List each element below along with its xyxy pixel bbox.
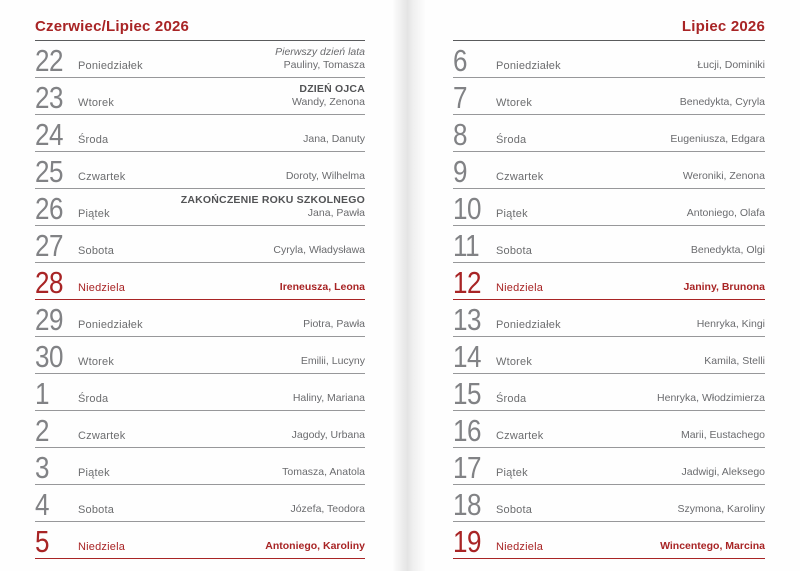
day-row	[453, 263, 765, 300]
day-annotations	[677, 503, 765, 516]
name-days: Weroniki, Zenona	[682, 170, 765, 182]
day-annotations	[682, 466, 765, 479]
name-days: Szymona, Karoliny	[677, 503, 765, 515]
day-number: 11	[453, 228, 480, 263]
weekday-label: Czwartek	[496, 430, 544, 442]
name-days: Józefa, Teodora	[290, 503, 365, 515]
day-annotations	[683, 170, 765, 183]
day-number: 9	[453, 154, 468, 189]
page-title-left: Czerwiec/Lipiec 2026	[35, 18, 190, 35]
day-row	[453, 189, 765, 226]
day-number: 30	[35, 339, 64, 374]
day-rows-left	[35, 41, 365, 559]
name-days: Benedykta, Olgi	[690, 244, 765, 256]
day-row	[35, 115, 365, 152]
day-annotations	[697, 59, 765, 72]
weekday-label: Wtorek	[496, 356, 533, 368]
day-number: 8	[453, 117, 468, 152]
weekday-label: Niedziela	[78, 541, 126, 553]
day-number: 27	[35, 228, 64, 263]
day-row	[35, 189, 365, 226]
day-annotations	[265, 540, 365, 553]
weekday-label: Wtorek	[496, 97, 533, 109]
holiday-label: DZIEŃ OJCA	[299, 83, 365, 95]
weekday-label: Niedziela	[496, 541, 544, 553]
day-annotations	[282, 466, 365, 479]
name-days: Henryka, Kingi	[696, 318, 765, 330]
weekday-label: Sobota	[78, 245, 115, 257]
day-row	[35, 78, 365, 115]
day-annotations	[273, 244, 365, 257]
day-row	[35, 337, 365, 374]
day-annotations	[704, 355, 765, 368]
weekday-label: Piątek	[496, 208, 528, 220]
spine-gutter-shadow	[392, 0, 426, 571]
day-number: 19	[453, 524, 482, 559]
day-number: 16	[453, 413, 482, 448]
name-days: Benedykta, Cyryla	[679, 96, 765, 108]
day-row	[453, 522, 765, 559]
day-row	[453, 300, 765, 337]
day-row	[453, 78, 765, 115]
weekday-label: Poniedziałek	[496, 60, 561, 72]
day-number: 1	[35, 376, 50, 411]
weekday-label: Sobota	[78, 504, 115, 516]
weekday-label: Czwartek	[78, 171, 126, 183]
day-row	[453, 374, 765, 411]
weekday-label: Niedziela	[496, 282, 544, 294]
day-row	[35, 152, 365, 189]
day-row	[35, 522, 365, 559]
weekday-label: Poniedziałek	[78, 60, 143, 72]
page-title-right: Lipiec 2026	[681, 18, 765, 35]
name-days: Haliny, Mariana	[292, 392, 365, 404]
name-days: Jagody, Urbana	[291, 429, 365, 441]
day-number: 3	[35, 450, 50, 485]
day-annotations	[303, 318, 365, 331]
day-number: 28	[35, 265, 64, 300]
page-right-header	[453, 0, 765, 41]
day-annotations	[670, 133, 765, 146]
weekday-label: Piątek	[78, 208, 110, 220]
day-number: 29	[35, 302, 64, 337]
day-annotations	[292, 429, 365, 442]
weekday-label: Poniedziałek	[496, 319, 561, 331]
weekday-label: Sobota	[496, 504, 533, 516]
day-row	[453, 485, 765, 522]
day-number: 10	[453, 191, 482, 226]
name-days: Wandy, Zenona	[292, 96, 365, 108]
weekday-label: Środa	[496, 134, 527, 146]
weekday-label: Wtorek	[78, 97, 115, 109]
day-annotations	[681, 429, 765, 442]
day-number: 13	[453, 302, 482, 337]
day-annotations	[303, 133, 365, 146]
day-row	[453, 152, 765, 189]
day-row	[35, 263, 365, 300]
name-days: Łucji, Dominiki	[697, 59, 765, 71]
day-row	[35, 485, 365, 522]
name-days: Wincentego, Marcina	[660, 540, 765, 552]
name-days: Eugeniusza, Edgara	[670, 133, 765, 145]
special-day-label: Pierwszy dzień lata	[275, 46, 365, 58]
name-days: Cyryla, Władysława	[273, 244, 365, 256]
day-number: 17	[453, 450, 482, 485]
day-annotations	[680, 96, 765, 109]
day-annotations	[691, 244, 765, 257]
day-annotations	[660, 540, 765, 553]
weekday-label: Wtorek	[78, 356, 115, 368]
day-row	[35, 226, 365, 263]
day-row	[35, 448, 365, 485]
day-number: 26	[35, 191, 64, 226]
name-days: Kamila, Stelli	[704, 355, 765, 367]
day-number: 15	[453, 376, 482, 411]
day-number: 4	[35, 487, 50, 522]
page-right-july	[453, 0, 765, 571]
day-annotations	[292, 83, 365, 109]
name-days: Tomasza, Anatola	[282, 466, 365, 478]
day-annotations	[293, 392, 365, 405]
day-annotations	[181, 194, 365, 220]
weekday-label: Środa	[78, 134, 109, 146]
day-number: 12	[453, 265, 482, 300]
name-days: Jana, Pawła	[307, 207, 365, 219]
day-number: 7	[453, 80, 468, 115]
day-annotations	[657, 392, 765, 405]
weekday-label: Czwartek	[78, 430, 126, 442]
day-number: 22	[35, 43, 64, 78]
name-days: Ireneusza, Leona	[279, 281, 365, 293]
holiday-label: ZAKOŃCZENIE ROKU SZKOLNEGO	[180, 194, 365, 206]
weekday-label: Czwartek	[496, 171, 544, 183]
day-row	[35, 41, 365, 78]
day-annotations	[697, 318, 765, 331]
weekday-label: Środa	[78, 393, 109, 405]
day-annotations	[280, 281, 365, 294]
name-days: Doroty, Wilhelma	[285, 170, 365, 182]
page-left-header	[35, 0, 365, 41]
name-days: Antoniego, Olafa	[686, 207, 765, 219]
day-annotations	[687, 207, 765, 220]
day-number: 24	[35, 117, 64, 152]
day-annotations	[684, 281, 765, 294]
day-annotations	[275, 46, 365, 72]
name-days: Pauliny, Tomasza	[283, 59, 365, 71]
day-annotations	[290, 503, 365, 516]
day-number: 14	[453, 339, 482, 374]
page-left-june-july	[35, 0, 365, 571]
day-number: 2	[35, 413, 50, 448]
day-row	[453, 337, 765, 374]
day-row	[453, 226, 765, 263]
day-rows-right	[453, 41, 765, 559]
day-number: 25	[35, 154, 64, 189]
weekday-label: Środa	[496, 393, 527, 405]
day-row	[35, 300, 365, 337]
day-row	[453, 448, 765, 485]
day-annotations	[286, 170, 365, 183]
name-days: Emilii, Lucyny	[300, 355, 365, 367]
name-days: Antoniego, Karoliny	[265, 540, 365, 552]
day-row	[35, 374, 365, 411]
weekday-label: Poniedziałek	[78, 319, 143, 331]
day-number: 6	[453, 43, 468, 78]
name-days: Piotra, Pawła	[303, 318, 365, 330]
weekday-label: Sobota	[496, 245, 533, 257]
day-row	[35, 411, 365, 448]
day-row	[453, 41, 765, 78]
name-days: Jana, Danuty	[303, 133, 365, 145]
day-row	[453, 411, 765, 448]
day-number: 18	[453, 487, 482, 522]
day-row	[453, 115, 765, 152]
name-days: Henryka, Włodzimierza	[657, 392, 765, 404]
day-number: 5	[35, 524, 50, 559]
weekday-label: Piątek	[496, 467, 528, 479]
name-days: Janiny, Brunona	[683, 281, 765, 293]
weekday-label: Piątek	[78, 467, 110, 479]
day-number: 23	[35, 80, 64, 115]
weekday-label: Niedziela	[78, 282, 126, 294]
day-annotations	[301, 355, 365, 368]
name-days: Marii, Eustachego	[680, 429, 765, 441]
name-days: Jadwigi, Aleksego	[681, 466, 765, 478]
